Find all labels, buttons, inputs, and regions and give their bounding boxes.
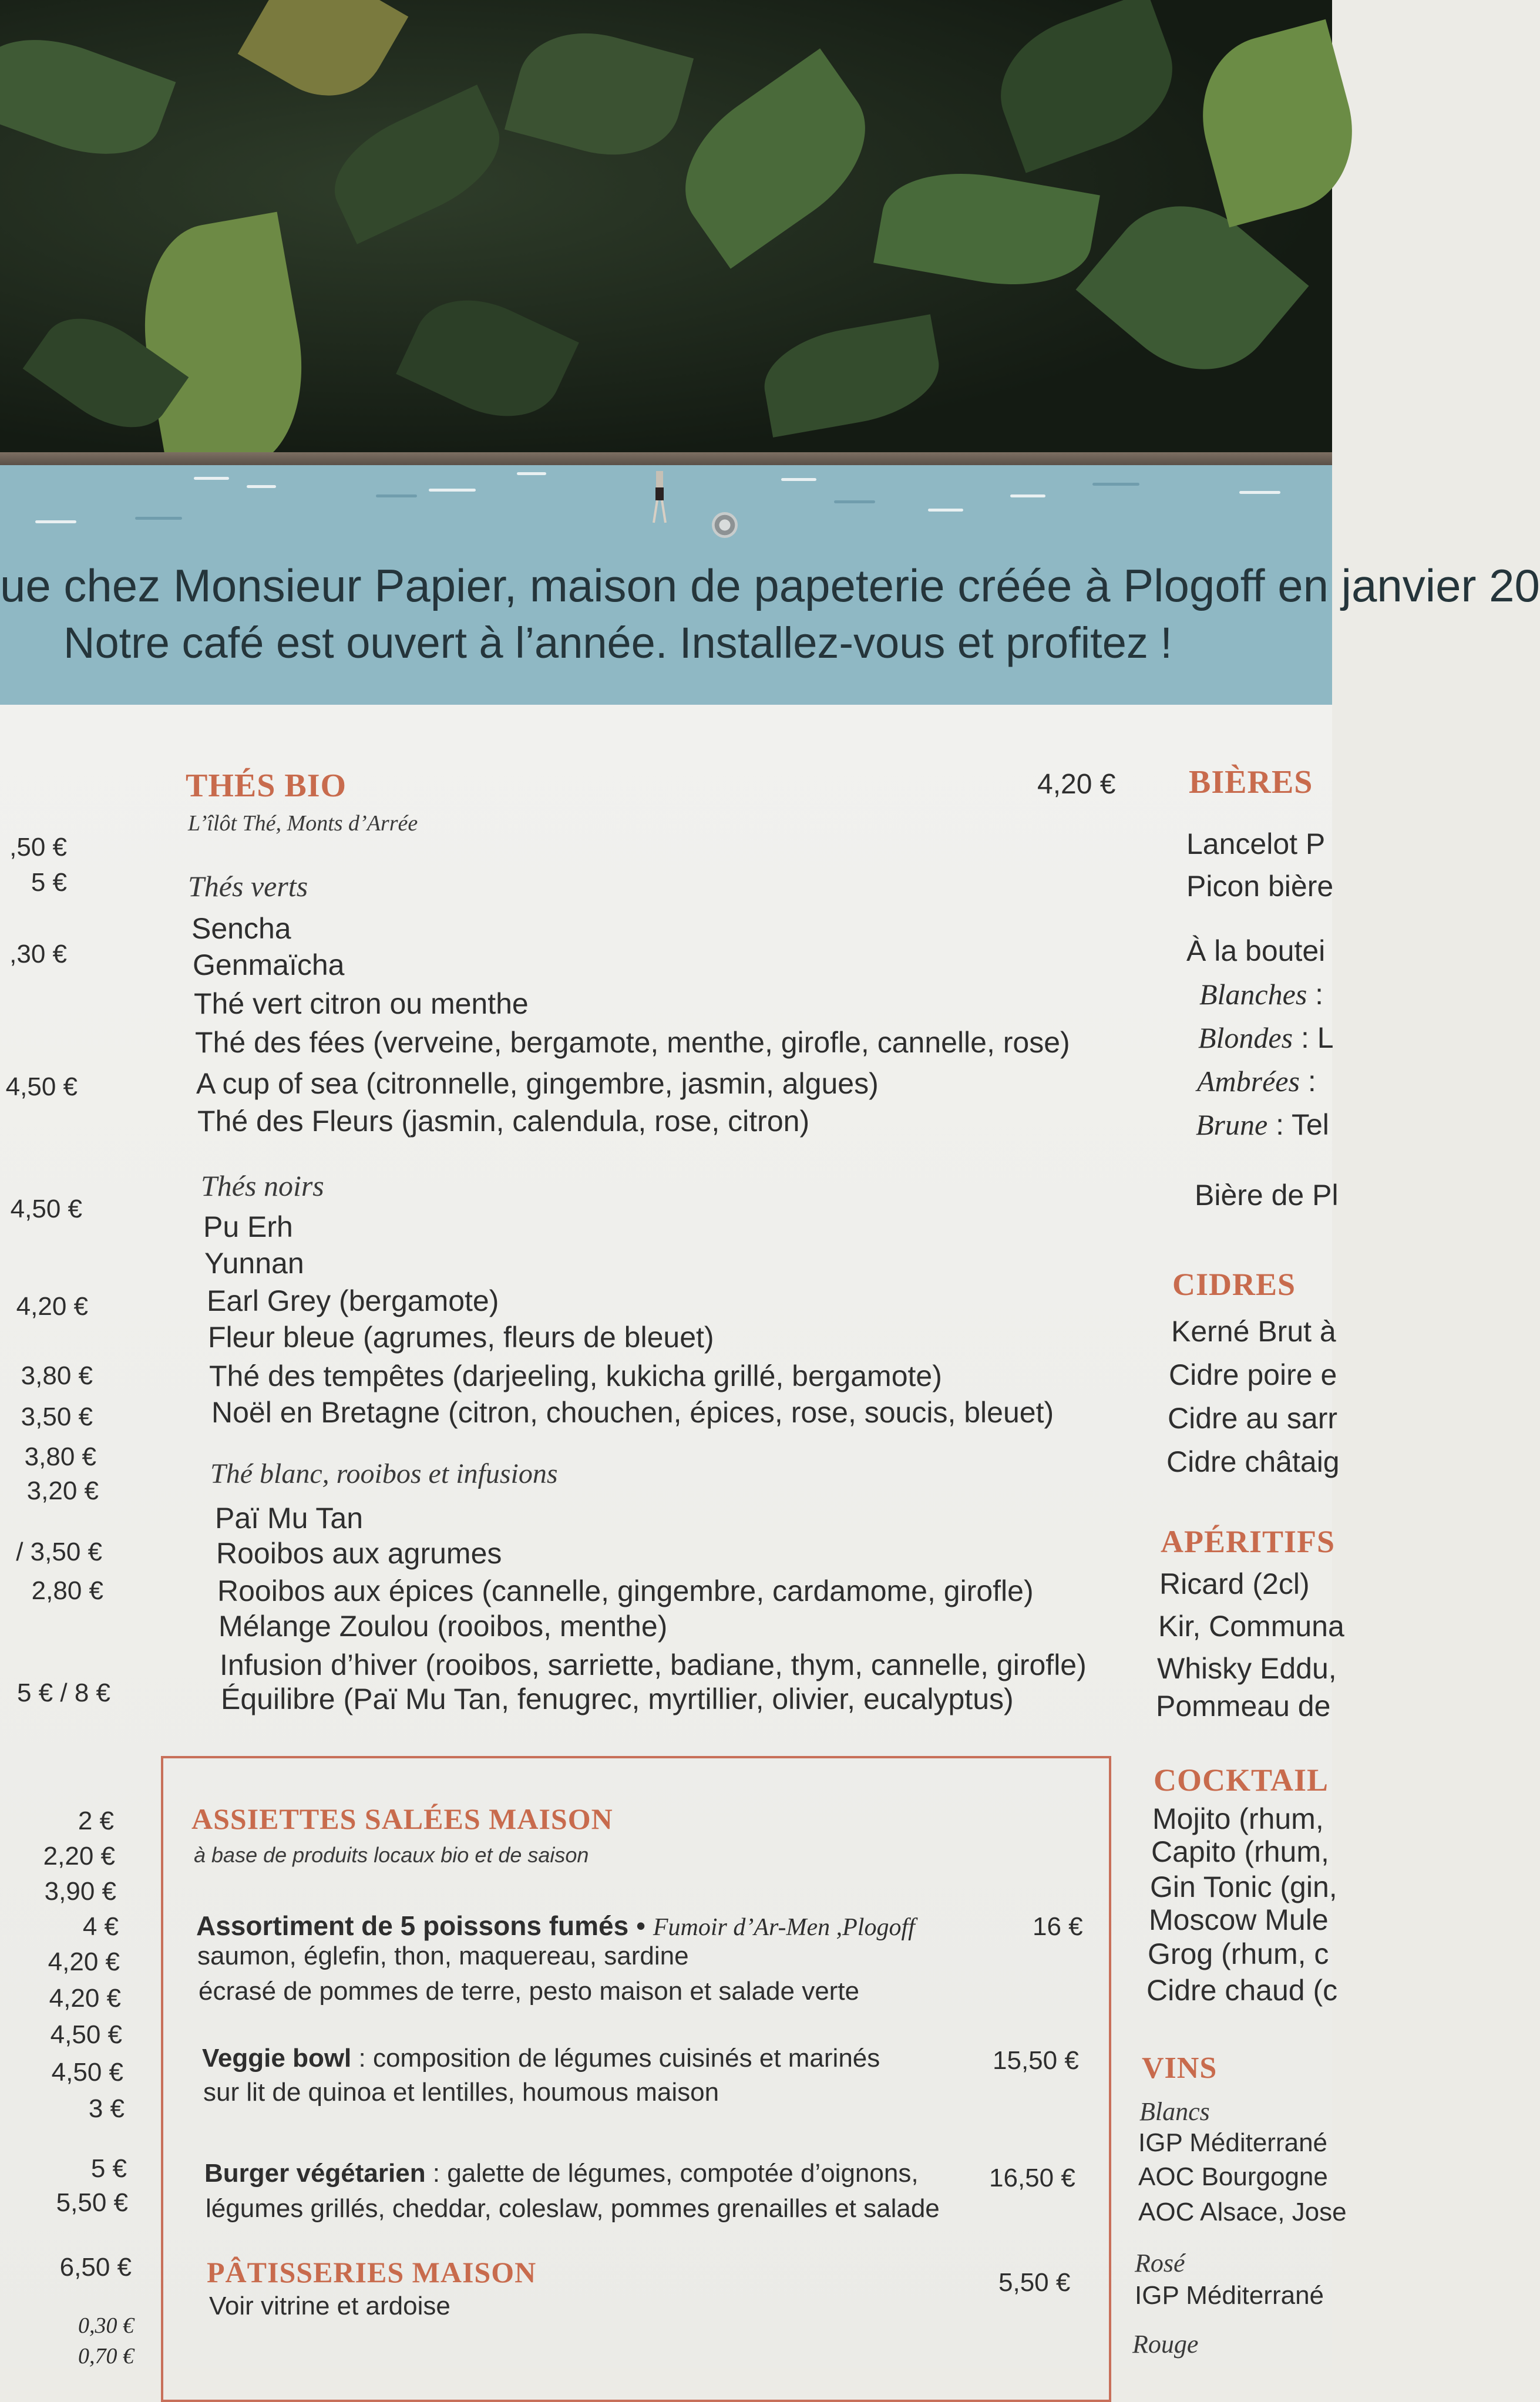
- wine-category: Rosé: [1135, 2249, 1185, 2277]
- cocktails-title: COCKTAIL: [1154, 1762, 1329, 1798]
- tea-item: Rooibos aux épices (cannelle, gingembre, cardamome, girofle): [217, 1575, 1034, 1607]
- tea-item: Paï Mu Tan: [215, 1502, 364, 1535]
- left-price: 4,50 €: [5, 1072, 78, 1101]
- tea-item: Rooibos aux agrumes: [216, 1537, 502, 1570]
- beer-item: Lancelot P: [1186, 827, 1326, 860]
- dish-desc: saumon, églefin, thon, maquereau, sardine: [197, 1942, 689, 1970]
- cider-item: Cidre au sarr: [1168, 1402, 1337, 1435]
- beer-style: Blanches :: [1199, 978, 1324, 1011]
- dish-price: 16,50 €: [989, 2164, 1075, 2192]
- teas-subtitle: L’îlôt Thé, Monts d’Arrée: [188, 811, 418, 836]
- tea-item: Sencha: [191, 912, 291, 945]
- cider-item: Kerné Brut à: [1171, 1315, 1336, 1348]
- cocktail-item: Cidre chaud (c: [1146, 1974, 1338, 2007]
- tea-item: Infusion d’hiver (rooibos, sarriette, badiane, thym, cannelle, girofle): [220, 1649, 1087, 1681]
- left-price: 3,80 €: [21, 1361, 93, 1390]
- foliage-photo: [0, 0, 1332, 464]
- tea-item: Fleur bleue (agrumes, fleurs de bleuet): [208, 1321, 714, 1354]
- savory-subtitle: à base de produits locaux bio et de saison: [194, 1843, 589, 1867]
- tea-item: Genmaïcha: [193, 948, 345, 981]
- dish-name: Veggie bowl: [202, 2044, 352, 2073]
- left-price: 5,50 €: [56, 2188, 128, 2217]
- tea-item: Thé des tempêtes (darjeeling, kukicha grillé, bergamote): [209, 1360, 942, 1392]
- dish-name: Assortiment de 5 poissons fumés: [196, 1910, 629, 1941]
- left-price: ,30 €: [9, 940, 67, 968]
- left-price: 3 €: [88, 2094, 125, 2123]
- beer-item: Bière de Pl: [1195, 1179, 1339, 1212]
- teas-price: 4,20 €: [1037, 769, 1116, 800]
- wine-item: AOC Alsace, Jose: [1138, 2198, 1347, 2226]
- cocktail-item: Gin Tonic (gin,: [1150, 1871, 1337, 1903]
- wine-item: AOC Bourgogne: [1138, 2162, 1328, 2191]
- left-price: ,50 €: [9, 833, 67, 862]
- cocktail-item: Capito (rhum,: [1151, 1835, 1329, 1868]
- dish-desc: : composition de légumes cuisinés et marinés: [351, 2044, 880, 2073]
- beer-item: À la boutei: [1186, 934, 1326, 967]
- left-price: 4,20 €: [48, 1947, 120, 1976]
- left-price: 4,20 €: [16, 1292, 88, 1321]
- cocktail-item: Mojito (rhum,: [1152, 1802, 1324, 1835]
- teas-title: THÉS BIO: [186, 768, 347, 804]
- dish-desc: légumes grillés, cheddar, coleslaw, pommes grenailles et salade: [206, 2194, 940, 2223]
- dish-veggie-bowl: [202, 2044, 880, 2073]
- cider-item: Cidre poire e: [1169, 1358, 1337, 1391]
- black-tea-heading: Thés noirs: [201, 1169, 324, 1202]
- left-price: 5 €: [90, 2154, 127, 2183]
- left-price: 2 €: [78, 1806, 114, 1835]
- left-price: 0,30 €: [78, 2313, 134, 2338]
- left-price: 2,20 €: [43, 1842, 115, 1871]
- left-price: 3,20 €: [26, 1476, 99, 1505]
- aperitifs-title: APÉRITIFS: [1161, 1524, 1336, 1559]
- left-price: 3,80 €: [24, 1442, 96, 1471]
- left-price: 5 €: [31, 868, 67, 897]
- dish-price: 16 €: [1033, 1912, 1083, 1941]
- dish-price: 15,50 €: [993, 2046, 1079, 2075]
- aperitif-item: Whisky Eddu,: [1157, 1652, 1337, 1685]
- left-price: 4,50 €: [10, 1195, 82, 1223]
- beer-style: Blondes : L: [1198, 1021, 1334, 1054]
- tea-item: Noël en Bretagne (citron, chouchen, épices, rose, soucis, bleuet): [211, 1396, 1054, 1429]
- wine-category: Blancs: [1139, 2097, 1210, 2126]
- left-price: / 3,50 €: [16, 1538, 102, 1566]
- beer-item: Picon bière: [1186, 870, 1334, 903]
- left-price: 4,50 €: [50, 2020, 122, 2049]
- left-price: 2,80 €: [31, 1576, 103, 1605]
- frame-edge: [0, 452, 1332, 465]
- left-price: 4,50 €: [51, 2058, 123, 2087]
- green-tea-heading: Thés verts: [188, 870, 308, 903]
- dish-separator: •: [628, 1910, 653, 1941]
- left-price: 4,20 €: [49, 1984, 121, 2013]
- aperitif-item: Kir, Communa: [1158, 1610, 1344, 1643]
- wine-category: Rouge: [1132, 2330, 1199, 2359]
- savory-title: ASSIETTES SALÉES MAISON: [191, 1802, 613, 1835]
- tea-item: Thé des Fleurs (jasmin, calendula, rose, citron): [197, 1105, 810, 1138]
- wine-item: IGP Méditerrané: [1138, 2128, 1328, 2157]
- tea-item: Thé vert citron ou menthe: [194, 987, 529, 1020]
- dish-desc: écrasé de pommes de terre, pesto maison et salade verte: [199, 1977, 860, 2006]
- pastry-desc: Voir vitrine et ardoise: [209, 2292, 450, 2320]
- left-price: 6,50 €: [59, 2253, 132, 2282]
- tea-item: Mélange Zoulou (rooibos, menthe): [218, 1610, 668, 1643]
- wine-item: IGP Méditerrané: [1135, 2281, 1324, 2310]
- cocktail-item: Moscow Mule: [1149, 1903, 1329, 1936]
- header-banner: [0, 465, 1540, 705]
- white-tea-heading: Thé blanc, rooibos et infusions: [210, 1458, 558, 1489]
- diver-icon: [651, 471, 668, 524]
- tea-item: Pu Erh: [203, 1210, 293, 1243]
- tea-item: Thé des fées (verveine, bergamote, menthe, girofle, cannelle, rose): [195, 1026, 1070, 1059]
- left-price: 3,90 €: [44, 1877, 116, 1906]
- ciders-title: CIDRES: [1172, 1267, 1296, 1302]
- cocktail-item: Grog (rhum, c: [1148, 1937, 1329, 1970]
- beer-style: Ambrées :: [1197, 1065, 1316, 1098]
- left-price: 5 € / 8 €: [16, 1678, 110, 1707]
- wines-title: VINS: [1142, 2051, 1218, 2085]
- cider-item: Cidre châtaig: [1166, 1445, 1340, 1478]
- tea-item: Earl Grey (bergamote): [207, 1284, 499, 1317]
- aperitif-item: Ricard (2cl): [1159, 1567, 1310, 1600]
- screw-icon: [712, 512, 738, 538]
- beer-style: Brune : Tel: [1196, 1108, 1329, 1141]
- dish-veggie-burger: [204, 2159, 919, 2188]
- dish-desc: : galette de légumes, compotée d’oignons,: [425, 2159, 919, 2188]
- banner-text-line2: Notre café est ouvert à l’année. Installez-vous et profitez !: [63, 618, 1172, 667]
- left-price: 3,50 €: [21, 1402, 93, 1431]
- dish-desc: sur lit de quinoa et lentilles, houmous maison: [203, 2078, 719, 2107]
- beers-title: BIÈRES: [1189, 764, 1313, 800]
- aperitif-item: Pommeau de: [1156, 1690, 1331, 1723]
- left-price: 4 €: [82, 1912, 119, 1941]
- dish-source: Fumoir d’Ar-Men ,Plogoff: [653, 1914, 915, 1941]
- pastry-price: 5,50 €: [998, 2268, 1071, 2297]
- dish-smoked-fish: [196, 1910, 915, 1942]
- tea-item: Yunnan: [204, 1247, 304, 1280]
- dish-name: Burger végétarien: [204, 2159, 426, 2188]
- tea-item: A cup of sea (citronnelle, gingembre, jasmin, algues): [196, 1067, 879, 1100]
- tea-item: Équilibre (Paï Mu Tan, fenugrec, myrtillier, olivier, eucalyptus): [221, 1683, 1014, 1715]
- pastry-title: PÂTISSERIES MAISON: [207, 2256, 537, 2289]
- left-price: 0,70 €: [78, 2344, 134, 2369]
- banner-text-line1: ue chez Monsieur Papier, maison de papeterie créée à Plogoff en janvier 20: [0, 560, 1540, 611]
